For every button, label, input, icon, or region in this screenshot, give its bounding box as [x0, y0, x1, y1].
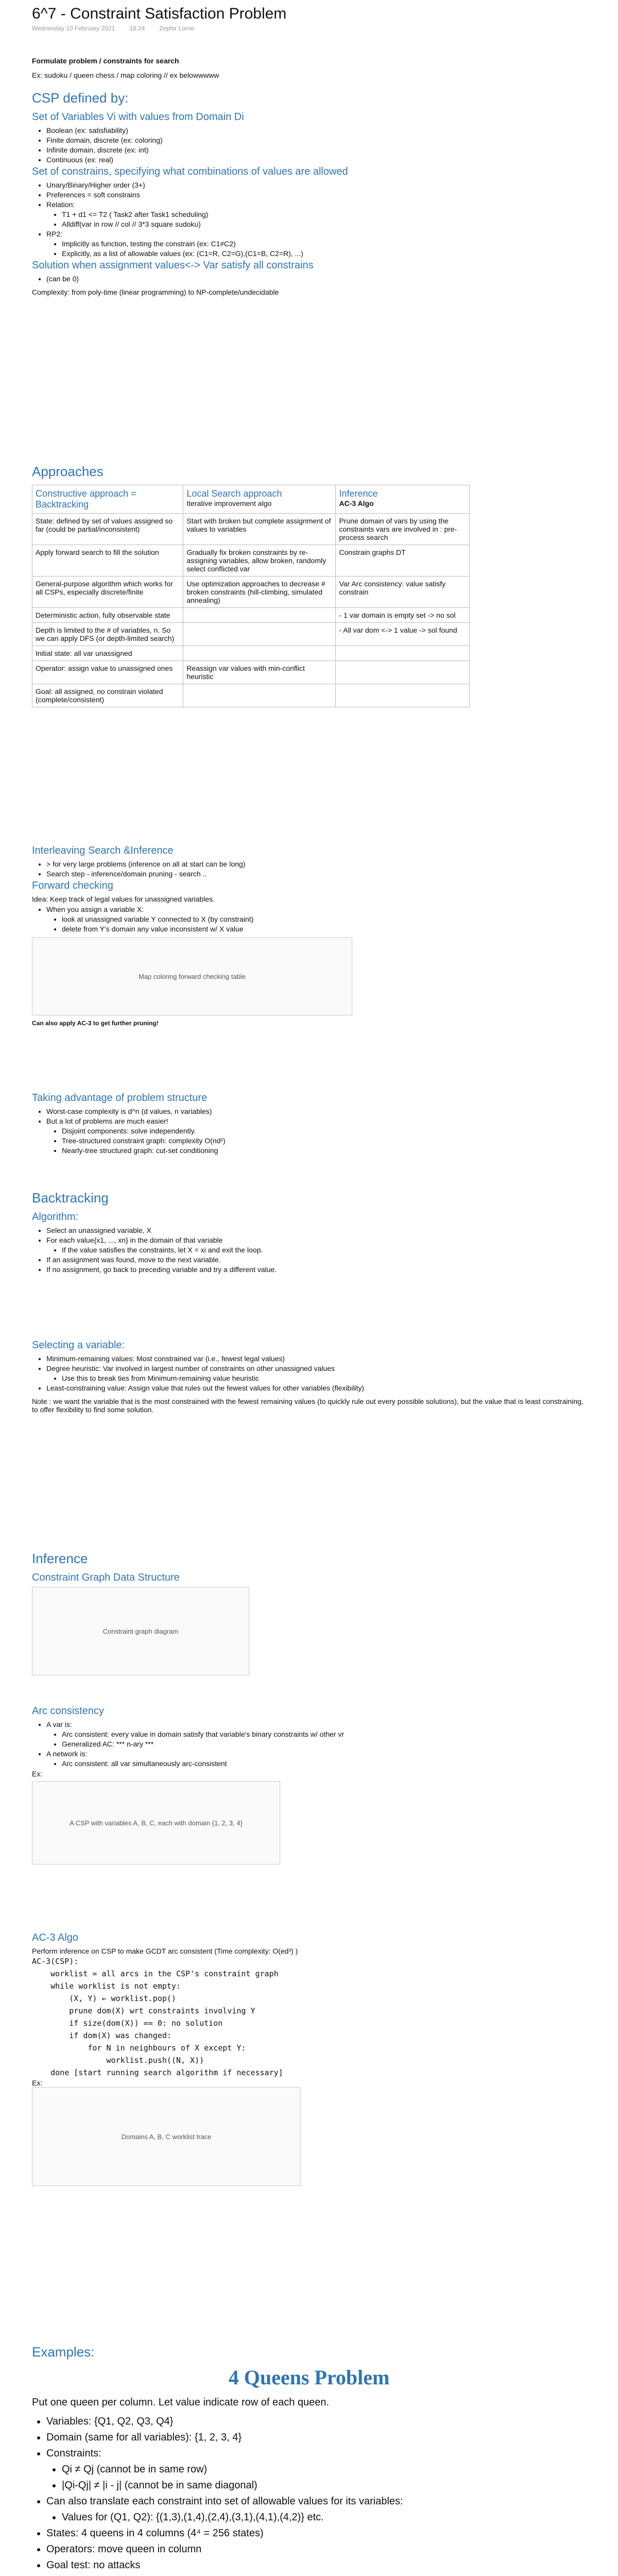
date: Wednesday 10 February 2021: [32, 25, 115, 32]
ac3-figure: Domains A, B, C worklist trace: [32, 2087, 301, 2186]
approaches-table: Constructive approach = Backtracking Local Search approach Iterative improvement algo Inference AC-3 Algo State: defined by set of values assigned so far (could be partial/inconsistent) Start with broken but complete assignment of values to variables Prune domain of vars by using the constraints vars are involved in : pre-process search Apply forward search to fill the solution Gradually fix broken constraints by re-assigning variables, allow broken, randomly select conflicted var Constrain graphs DT General-purpose algorithm which works for all CSPs, especially discrete/finite Use optimization approaches to decrease # broken constraints (hill-climbing, simulated annealing) Var Arc consistency: value satisfy constrain Deterministic action, fully observable state - 1 var domain is empty set -> no sol Depth is limited to the # of variables, n. So we can apply DFS (or depth-limited search) - All var dom <-> 1 value -> sol found Initial state: all var unassigned Operator: assign value to unassigned ones Reassign var values with min-conflict heuristic Goal: all assigned, no constrain violated (complete/consistent): [32, 485, 470, 707]
constraint-graph-figure: Constraint graph diagram: [32, 1587, 249, 1675]
backtracking-title: Backtracking: [32, 1190, 109, 1206]
cons-heading: Set of constrains, specifying what combinations of values are allowed: [32, 166, 348, 177]
cons-list: • Unary/Binary/Higher order (3+) • Preferences = soft constrains • Relation: • T1 + d1 <= T2 ( Task2 after Task1 scheduling) • Alldiff(var in row // col // 3*3 square sudoku) • RP2: • Implicitly as function, testing the constrain (ex: C1≠C2) • Explicitly, as a list of allowable values (ex: (C1=R, C2=G),(C1=B, C2=R), ...): [32, 181, 586, 258]
vars-heading: Set of Variables Vi with values from Domain Di: [32, 111, 244, 123]
forward-title: Forward checking: [32, 880, 113, 891]
approaches-title: Approaches: [32, 464, 104, 479]
arc-figure: A CSP with variables A, B, C, each with domain {1, 2, 3, 4}: [32, 1781, 280, 1865]
time: 18:24: [129, 25, 145, 32]
inference-title: Inference: [32, 1551, 88, 1566]
formulate-text: Formulate problem / constraints for search: [32, 57, 179, 65]
example-text: Ex: sudoku / queen chess / map coloring // ex belowwwww: [32, 71, 219, 79]
arc-title: Arc consistency: [32, 1705, 105, 1717]
structure-title: Taking advantage of problem structure: [32, 1092, 208, 1104]
ac3-code: AC-3(CSP): worklist = all arcs in the CSP's constraint graph while worklist is not empty: (X, Y) ← worklist.pop() prune dom(X) wrt constraints involving Y if size(dom(X)) == 0: no solution if dom(X) was changed: for N in neighbours of X except Y: worklist.push((N, X)) done [start running search algorithm if necessary]: [32, 1957, 283, 2077]
author: Zephir Lorne: [159, 25, 195, 32]
forward-figure: Map coloring forward checking table: [32, 937, 352, 1015]
select-title: Selecting a variable:: [32, 1340, 125, 1351]
sol-list: • (can be 0): [32, 275, 586, 283]
ac3-title: AC-3 Algo: [32, 1932, 79, 1943]
csp-title: CSP defined by:: [32, 90, 129, 106]
vars-list: • Boolean (ex: satisfiability) • Finite domain, discrete (ex: coloring) • Infinite domain, discrete (ex: int) • Continuous (ex: real): [32, 126, 586, 164]
sol-heading: Solution when assignment values<-> Var satisfy all constrains: [32, 260, 314, 271]
examples-title: Examples:: [32, 2344, 95, 2360]
interleave-title: Interleaving Search &Inference: [32, 845, 174, 856]
queens-title: 4 Queens Problem: [228, 2366, 390, 2389]
complexity-text: Complexity: from poly-time (linear programming) to NP-complete/undecidable: [32, 288, 279, 296]
page-title: 6^7 - Constraint Satisfaction Problem: [32, 5, 287, 22]
